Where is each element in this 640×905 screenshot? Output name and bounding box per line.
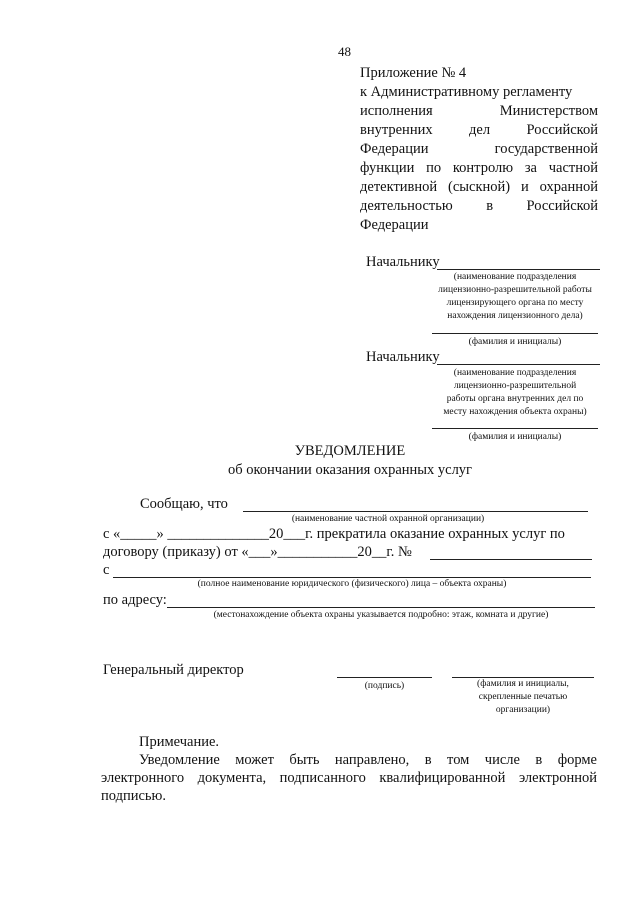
addressee2-name-hint: (фамилия и инициалы) <box>468 432 562 442</box>
note-line: подписью. <box>101 788 166 804</box>
addressee1-hint <box>420 271 610 323</box>
appendix-line: Приложение № 4 <box>360 65 467 81</box>
document-title: УВЕДОМЛЕНИЕ <box>294 443 406 459</box>
hint-line: (наименование подразделения <box>453 368 577 378</box>
addressee1-name-hint: (фамилия и инициалы) <box>468 337 562 347</box>
with-label: с <box>103 562 110 578</box>
organization-hint: (наименование частной охранной организации) <box>291 514 485 524</box>
appendix-line: функции по контролю за частной <box>360 160 598 176</box>
hint-line: месту нахождения объекта охраны) <box>443 407 587 417</box>
hint-line: лицензионно-разрешительной <box>453 381 577 391</box>
director-name-hint <box>443 678 603 717</box>
hint-line: лицензионно-разрешительной работы <box>438 285 592 295</box>
appendix-block <box>360 64 598 235</box>
protected-person-hint: (полное наименование юридического (физического) лица – объекта охраны) <box>197 579 507 589</box>
contract-line: договору (приказу) от «___»___________20__г. № <box>103 544 412 560</box>
addressee2-label: Начальнику <box>366 349 440 365</box>
report-label: Сообщаю, что <box>140 496 228 512</box>
hint-line: работы органа внутренних дел по <box>446 394 584 404</box>
addressee2-name-field[interactable] <box>432 428 598 429</box>
date-line: с «_____» ______________20___г. прекратила оказание охранных услуг по <box>103 526 565 542</box>
document-subtitle: об окончании оказания охранных услуг <box>227 462 473 478</box>
note-heading: Примечание. <box>139 734 220 750</box>
appendix-line: Федерации государственной <box>360 141 598 157</box>
appendix-line: внутренних дел Российской <box>360 122 598 138</box>
page-number: 48 <box>338 44 351 59</box>
hint-line: организации) <box>495 705 551 715</box>
address-field[interactable] <box>167 607 595 608</box>
signature-position: Генеральный директор <box>103 662 244 678</box>
addressee1-name-field[interactable] <box>432 333 598 334</box>
appendix-line: исполнения Министерством <box>360 103 598 119</box>
signature-field[interactable] <box>337 677 432 678</box>
appendix-line: к Административному регламенту <box>360 84 573 100</box>
address-label: по адресу: <box>103 592 167 608</box>
hint-line: нахождения лицензионного дела) <box>447 311 583 321</box>
signature-hint: (подпись) <box>364 681 405 691</box>
note-line: электронного документа, подписанного квалифицированной электронной <box>101 770 597 786</box>
appendix-line: Федерации <box>360 217 429 233</box>
hint-line: скрепленные печатью <box>478 692 568 702</box>
hint-line: (наименование подразделения <box>453 272 577 282</box>
appendix-line: детективной (сыскной) и охранной <box>360 179 598 195</box>
addressee2-unit-field[interactable] <box>437 364 600 365</box>
note-line: Уведомление может быть направлено, в том числе в форме <box>139 752 597 768</box>
addressee1-unit-field[interactable] <box>437 269 600 270</box>
addressee2-hint <box>420 367 610 419</box>
address-hint: (местонахождение объекта охраны указывается подробно: этаж, комната и другие) <box>213 610 549 620</box>
organization-field[interactable] <box>243 511 588 512</box>
hint-line: (фамилия и инициалы, <box>477 679 569 689</box>
contract-number-field[interactable] <box>430 559 592 560</box>
addressee1-label: Начальнику <box>366 254 440 270</box>
appendix-line: деятельностью в Российской <box>360 198 598 214</box>
hint-line: лицензирующего органа по месту <box>446 298 584 308</box>
